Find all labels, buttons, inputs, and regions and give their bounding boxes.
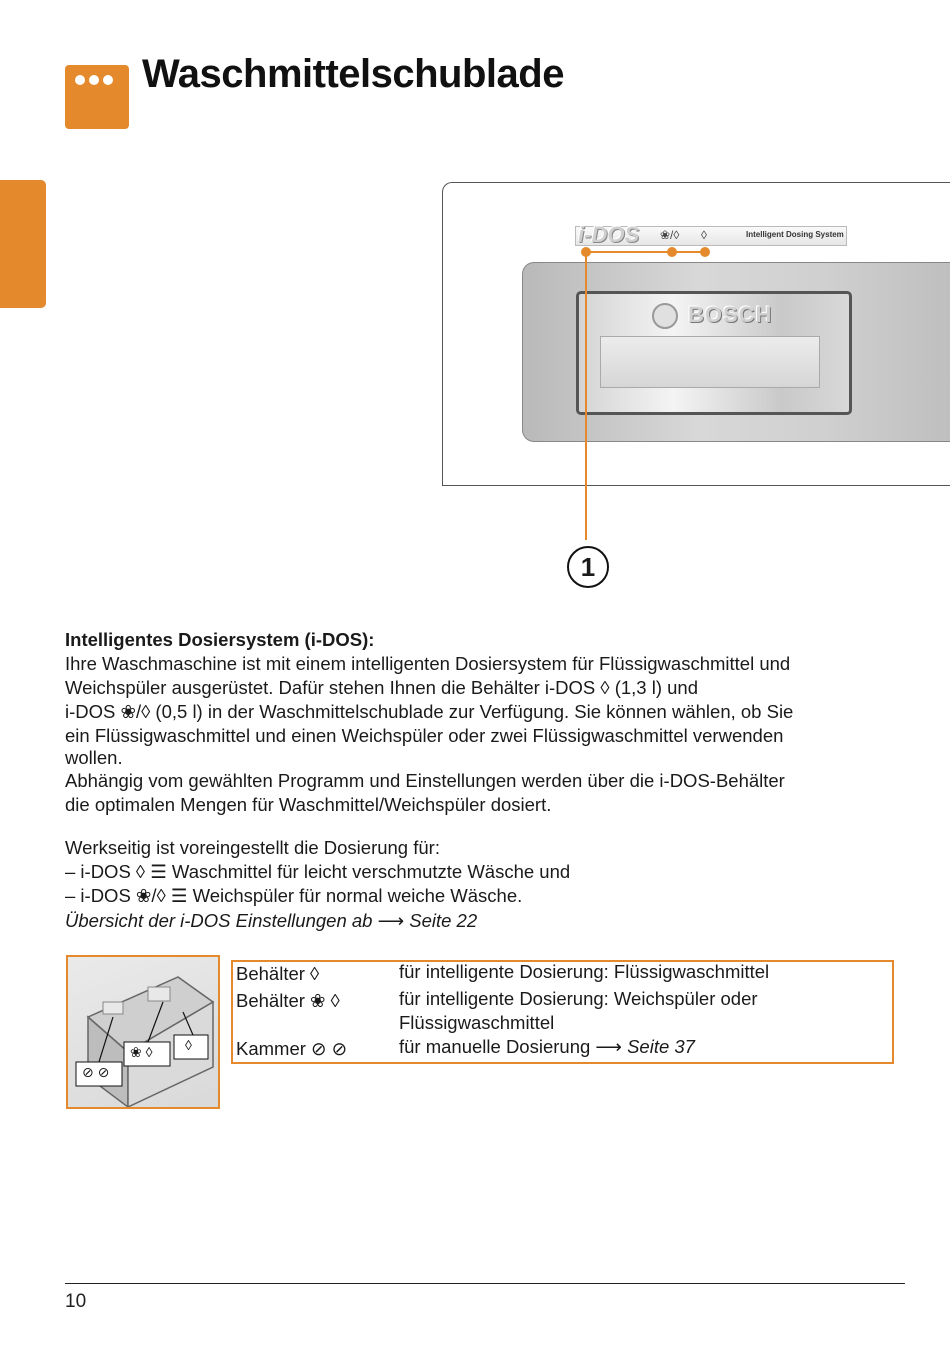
detergent-container-icon: ◊	[185, 1037, 192, 1053]
settings-reference-link[interactable]: Übersicht der i-DOS Einstellungen ab ⟶ Seite 22	[65, 910, 478, 931]
intro-line: die optimalen Mengen für Waschmittel/Weichspüler dosiert.	[65, 794, 552, 815]
page-title: Waschmittelschublade	[142, 52, 564, 96]
page-number: 10	[65, 1291, 87, 1312]
defaults-item: – i-DOS ❀/◊ ☰ Weichspüler für normal weiche Wäsche.	[65, 885, 523, 906]
intro-line: wollen.	[65, 747, 123, 768]
callout-lines	[0, 0, 950, 600]
legend-desc: Flüssigwaschmittel	[399, 1012, 555, 1033]
callout-dot	[700, 247, 710, 257]
legend-table	[231, 960, 894, 1064]
intro-line: i-DOS ❀/◊ (0,5 l) in der Waschmittelschublade zur Verfügung. Sie können wählen, ob Sie	[65, 701, 794, 722]
legend-desc: für intelligente Dosierung: Flüssigwaschmittel	[399, 961, 770, 982]
callout-number: 1	[567, 546, 609, 588]
intro-line: ein Flüssigwaschmittel und einen Weichspüler oder zwei Flüssigwaschmittel verwenden	[65, 725, 784, 746]
legend-label: Behälter ❀ ◊	[236, 990, 340, 1011]
page-37-link[interactable]: Seite 37	[627, 1036, 695, 1057]
idos-logo: i-DOS	[578, 222, 640, 247]
brand-name: BOSCH	[688, 302, 773, 327]
defaults-heading: Werkseitig ist voreingestellt die Dosierung für:	[65, 837, 440, 858]
intro-line: Abhängig vom gewählten Programm und Einstellungen werden über die i-DOS-Behälter	[65, 770, 785, 791]
defaults-item: – i-DOS ◊ ☰ Waschmittel für leicht verschmutzte Wäsche und	[65, 861, 571, 882]
detergent-drop-icon: ◊	[701, 228, 707, 242]
softener-detergent-icon: ❀/◊	[660, 228, 680, 242]
drawer-thumbnail	[66, 955, 220, 1109]
callout-dot	[667, 247, 677, 257]
intro-heading: Intelligentes Dosiersystem (i-DOS):	[65, 629, 375, 650]
legend-label: Kammer ⊘ ⊘	[236, 1038, 348, 1059]
footer-divider	[65, 1283, 905, 1284]
manual-chamber-icon: ⊘ ⊘	[82, 1064, 110, 1080]
legend-desc: für intelligente Dosierung: Weichspüler oder	[399, 988, 758, 1009]
legend-label: Behälter ◊	[236, 963, 320, 984]
legend-desc-text: für manuelle Dosierung ⟶	[399, 1036, 628, 1057]
intro-line: Ihre Waschmaschine ist mit einem intelligenten Dosiersystem für Flüssigwaschmittel und	[65, 653, 791, 674]
softener-container-icon: ❀ ◊	[130, 1044, 153, 1060]
intro-line: Weichspüler ausgerüstet. Dafür stehen Ihnen die Behälter i-DOS ◊ (1,3 l) und	[65, 677, 698, 698]
callout-dot	[581, 247, 591, 257]
idos-strip-label: Intelligent Dosing System	[746, 230, 844, 239]
legend-desc	[399, 1035, 695, 1059]
drawer-sketch	[68, 957, 218, 1107]
